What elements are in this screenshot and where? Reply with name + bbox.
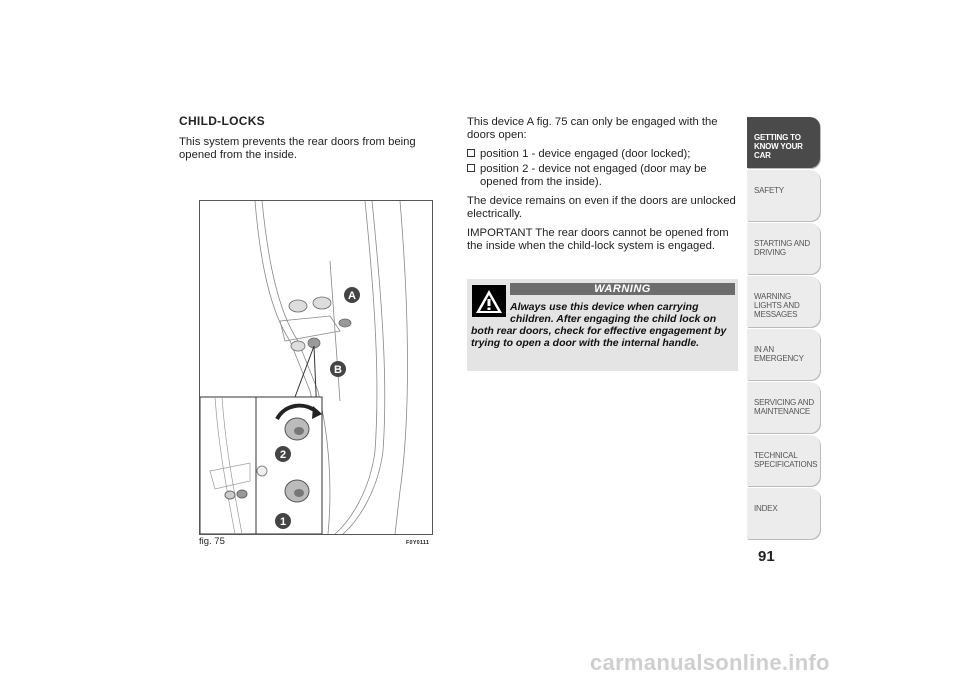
list-item-text: position 1 - device engaged (door locked); [480, 148, 691, 160]
list-item [467, 163, 737, 189]
figure-code: F0Y0111 [406, 540, 430, 546]
label-1: 1 [279, 516, 287, 528]
left-column [179, 114, 434, 162]
tab-technical-specifications[interactable]: TECHNICAL SPECIFICATIONS [747, 435, 820, 486]
page-number: 91 [758, 548, 775, 565]
checkbox-bullet-icon [467, 164, 475, 172]
warning-title: WARNING [510, 283, 735, 295]
list-item-text: position 2 - device not engaged (door may be opened from the inside). [480, 163, 707, 188]
tab-servicing-and-maintenance[interactable]: SERVICING AND MAINTENANCE [747, 382, 820, 433]
tab-in-an-emergency[interactable]: IN AN EMERGENCY [747, 329, 820, 380]
list-item [467, 148, 737, 161]
figure-door-lock [199, 200, 433, 535]
figure-caption: fig. 75 [199, 536, 225, 547]
device-remains-text: The device remains on even if the doors are unlocked electrically. [467, 195, 736, 220]
warning-line-2: children. After engaging the child lock on [510, 313, 717, 325]
device-description: This device A fig. 75 can only be engaged with the doors open: [467, 116, 718, 141]
tab-getting-to-know-your-car[interactable]: GETTING TO KNOW YOUR CAR [747, 117, 820, 168]
intro-text: This system prevents the rear doors from being opened from the inside. [179, 136, 416, 161]
warning-line-1: Always use this device when carrying [510, 301, 699, 313]
tab-safety[interactable]: SAFETY [747, 170, 820, 221]
tab-index[interactable]: INDEX [747, 488, 820, 539]
label-2: 2 [279, 449, 287, 461]
tab-starting-and-driving[interactable]: STARTING AND DRIVING [747, 223, 820, 274]
watermark: carmanualsonline.info [590, 650, 830, 675]
important-note: IMPORTANT The rear doors cannot be opened from the inside when the child-lock system is engaged. [467, 227, 729, 252]
section-heading: CHILD-LOCKS [179, 114, 265, 128]
door-lock-illustration [200, 201, 432, 534]
warning-box [467, 279, 738, 371]
label-a: A [348, 290, 356, 302]
checkbox-bullet-icon [467, 149, 475, 157]
warning-text [471, 301, 734, 349]
label-b: B [334, 364, 342, 376]
position-list [467, 148, 737, 189]
right-column [467, 116, 737, 259]
chapter-sidebar [747, 117, 820, 541]
warning-line-rest: both rear doors, check for effective engagement by trying to open a door with the internal handle. [471, 325, 727, 349]
tab-warning-lights-and-messages[interactable]: WARNING LIGHTS AND MESSAGES [747, 276, 820, 327]
